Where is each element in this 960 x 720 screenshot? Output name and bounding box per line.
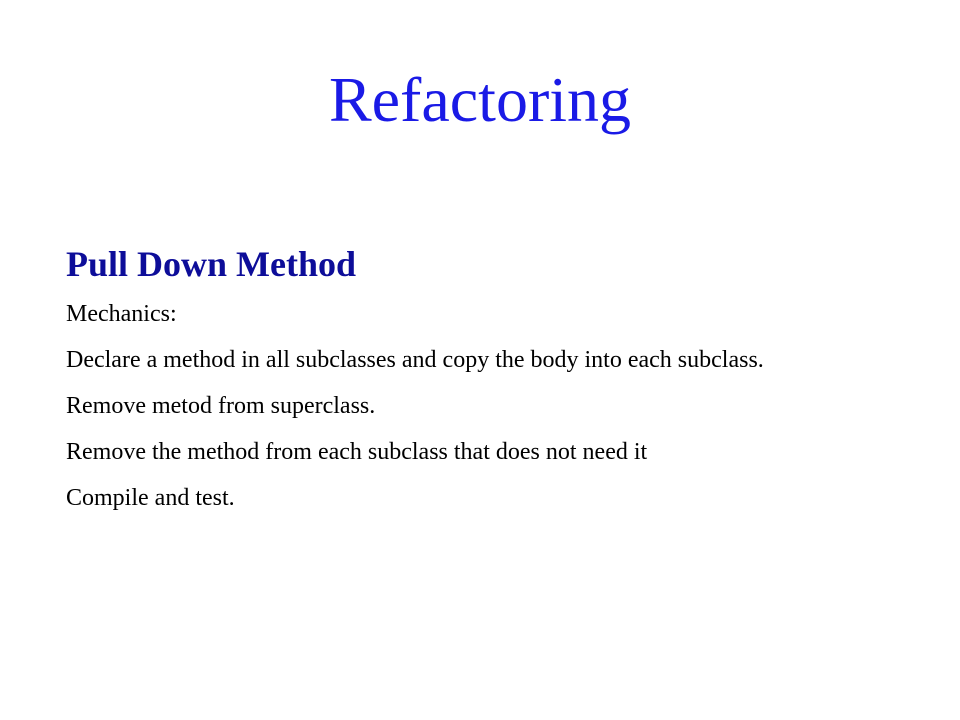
paragraph-compile-and-test: Compile and test. [66,485,235,511]
section-heading: Pull Down Method [66,244,357,284]
slide-title: Refactoring [328,64,632,135]
paragraph-declare-method: Declare a method in all subclasses and copy the body into each subclass. [66,347,764,373]
slide-content [66,240,896,528]
paragraph-remove-from-subclasses: Remove the method from each subclass that does not need it [66,439,648,465]
paragraph-remove-from-superclass: Remove metod from superclass. [66,393,376,419]
paragraph-mechanics-label: Mechanics: [66,301,177,327]
